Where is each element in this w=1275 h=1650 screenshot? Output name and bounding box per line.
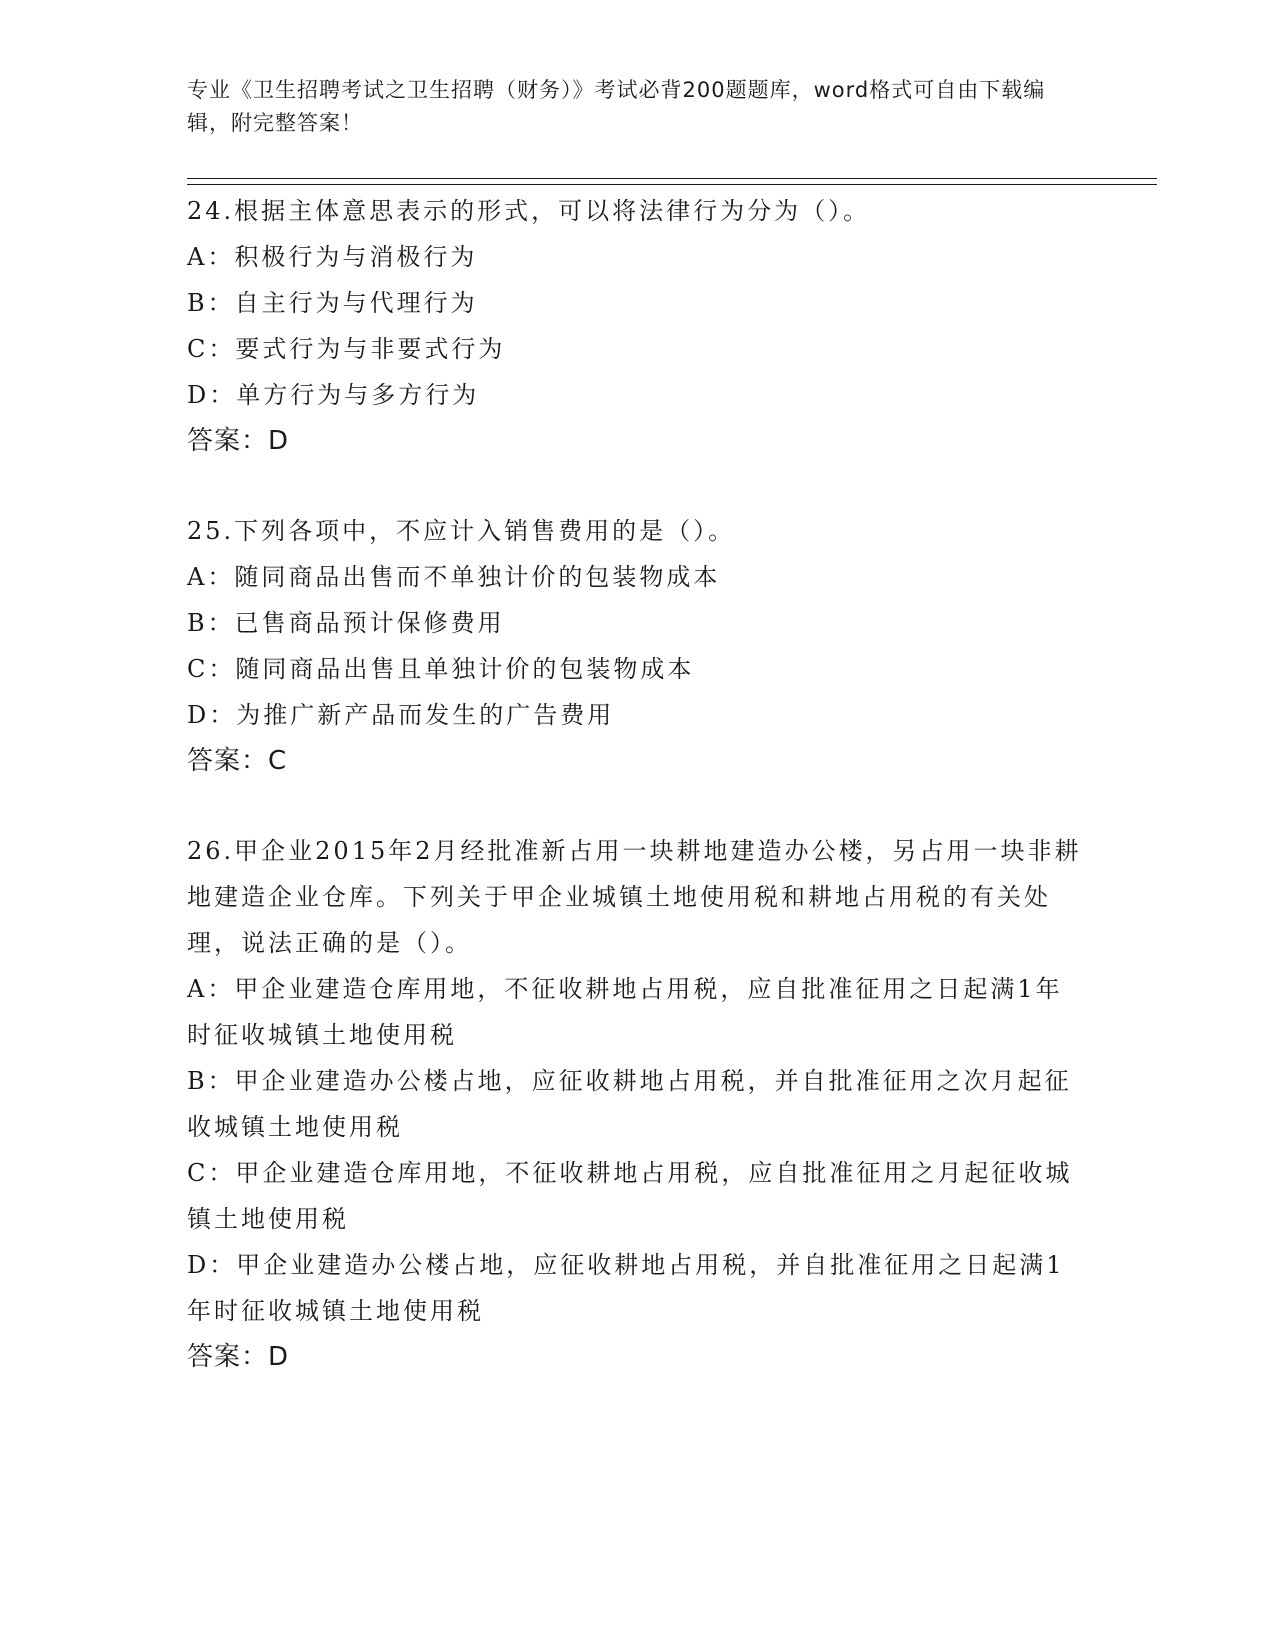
option-d: D：单方行为与多方行为 — [187, 381, 480, 409]
header-divider-bottom — [187, 184, 1157, 185]
option-a: A：甲企业建造仓库用地，不征收耕地占用税，应自批准征用之日起满1年时征收城镇土地使用税 — [187, 975, 1063, 1049]
question-stem: 26.甲企业2015年2月经批准新占用一块耕地建造办公楼，另占用一块非耕地建造企业仓库。下列关于甲企业城镇土地使用税和耕地占用税的有关处理，说法正确的是（）。 — [187, 837, 1082, 957]
question-stem: 24.根据主体意思表示的形式，可以将法律行为分为（）。 — [187, 197, 871, 225]
question-26 — [187, 828, 1087, 1380]
option-a: A：积极行为与消极行为 — [187, 243, 478, 271]
answer-label: 答案：C — [187, 746, 288, 776]
answer-label: 答案：D — [187, 1342, 290, 1372]
option-d: D：甲企业建造办公楼占地，应征收耕地占用税，并自批准征用之日起满1年时征收城镇土地使用税 — [187, 1251, 1065, 1325]
document-header: 专业《卫生招聘考试之卫生招聘（财务）》考试必背200题题库，word格式可自由下载编辑，附完整答案！ — [187, 78, 1046, 135]
header-divider-top — [187, 178, 1157, 179]
option-d: D：为推广新产品而发生的广告费用 — [187, 701, 615, 729]
option-b: B：自主行为与代理行为 — [187, 289, 478, 317]
option-c: C：随同商品出售且单独计价的包装物成本 — [187, 655, 695, 683]
question-25 — [187, 508, 1087, 784]
option-b: B：已售商品预计保修费用 — [187, 609, 505, 637]
question-24 — [187, 188, 1087, 464]
option-b: B：甲企业建造办公楼占地，应征收耕地占用税，并自批准征用之次月起征收城镇土地使用税 — [187, 1067, 1072, 1141]
question-list — [187, 188, 1087, 1424]
option-c: C：甲企业建造仓库用地，不征收耕地占用税，应自批准征用之月起征收城镇土地使用税 — [187, 1159, 1073, 1233]
option-a: A：随同商品出售而不单独计价的包装物成本 — [187, 563, 721, 591]
answer-label: 答案：D — [187, 426, 290, 456]
question-stem: 25.下列各项中，不应计入销售费用的是（）。 — [187, 517, 736, 545]
option-c: C：要式行为与非要式行为 — [187, 335, 506, 363]
